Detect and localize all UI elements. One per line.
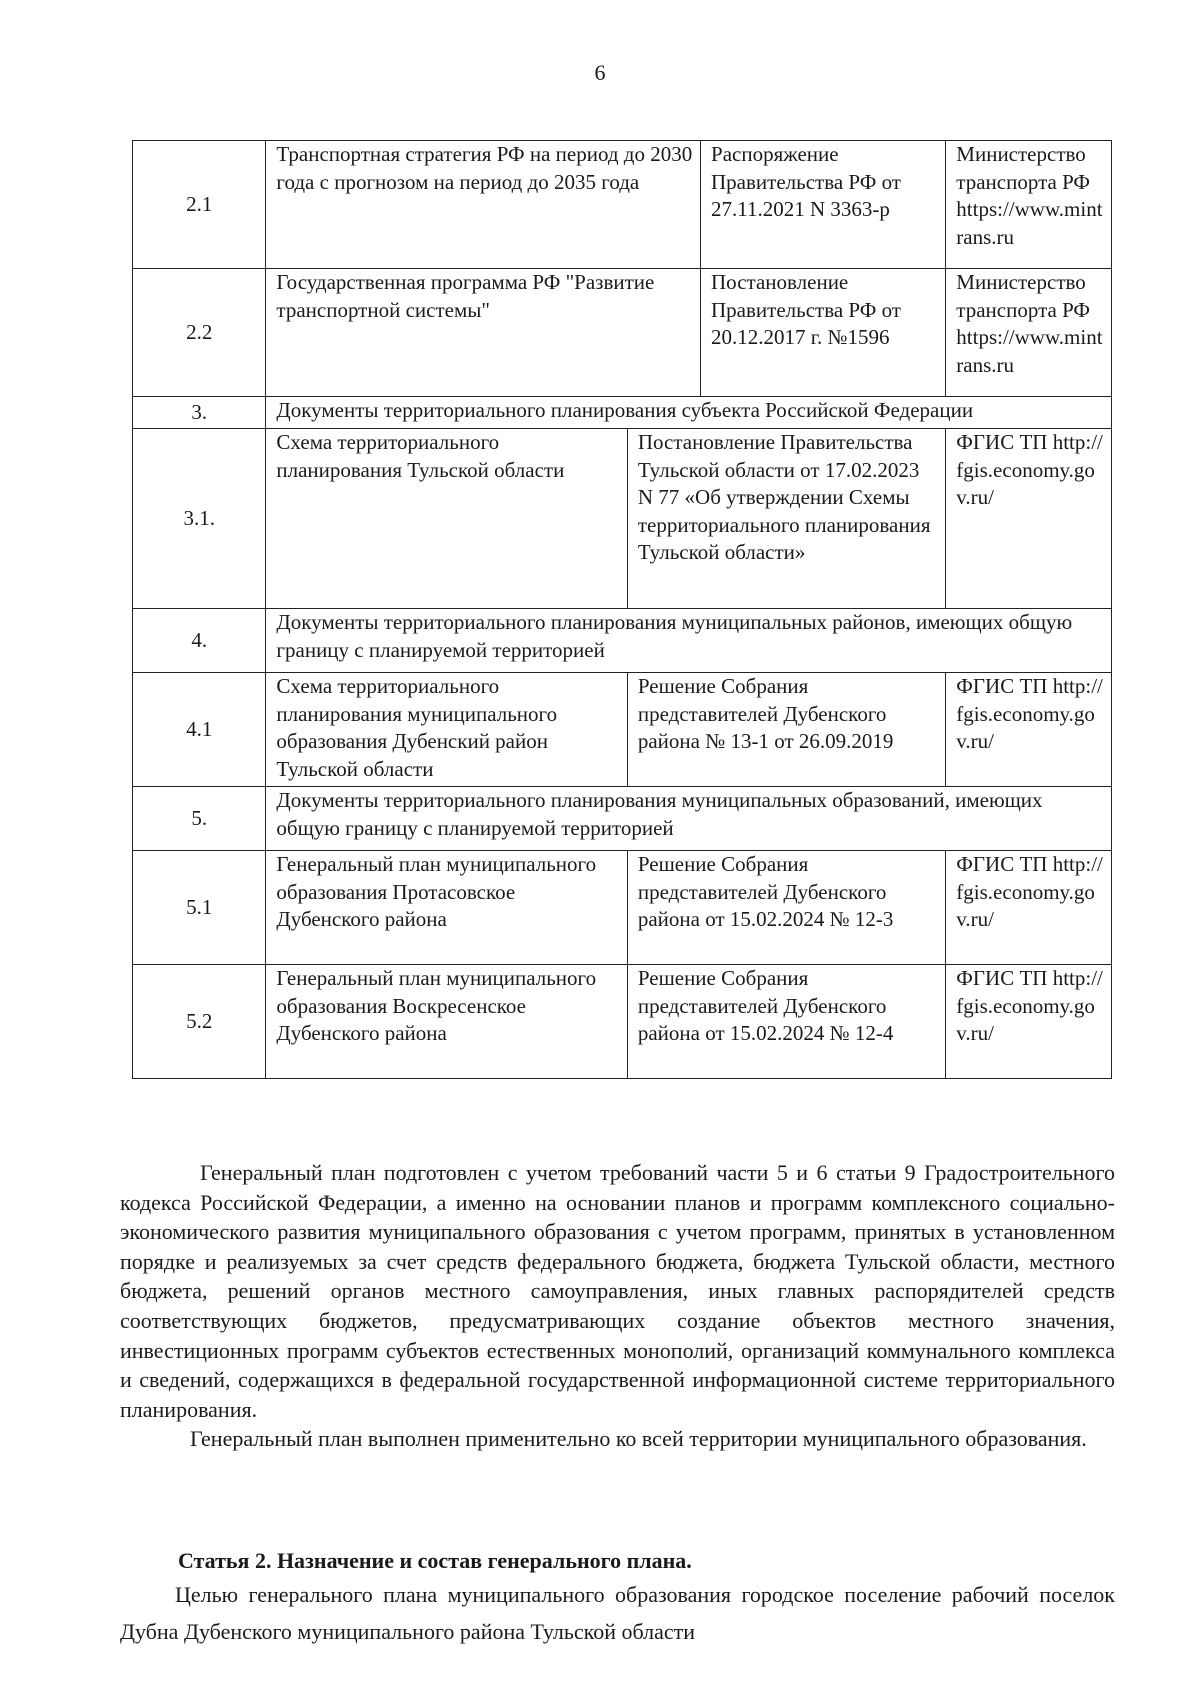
documents-table <box>132 140 1112 1079</box>
section-heading: Статья 2. Назначение и состав генерального плана. <box>178 1548 692 1573</box>
table-row <box>133 141 1112 269</box>
section-row <box>133 787 1112 851</box>
document-name: Схема территориального планирования муниципального образования Дубенский район Тульской области <box>266 673 627 787</box>
document-source: ФГИС ТП http:// fgis.economy.gov.ru/ <box>946 851 1112 965</box>
document-source: Министерство транспорта РФ https://www.mintrans.ru <box>946 269 1112 397</box>
document-source: ФГИС ТП http:// fgis.economy.gov.ru/ <box>946 673 1112 787</box>
table-row <box>133 269 1112 397</box>
section-title: Документы территориального планирования муниципальных районов, имеющих общую границу с планируемой территорией <box>266 609 1112 673</box>
table-row <box>133 673 1112 787</box>
row-number: 5.2 <box>133 965 266 1079</box>
row-number: 5.1 <box>133 851 266 965</box>
table-row <box>133 429 1112 609</box>
approval-act: Постановление Правительства РФ от 20.12.2017 г. №1596 <box>701 269 946 397</box>
document-name: Генеральный план муниципального образования Протасовское Дубенского района <box>266 851 627 965</box>
document-name: Транспортная стратегия РФ на период до 2030 года с прогнозом на период до 2035 года <box>266 141 701 269</box>
approval-act: Решение Собрания представителей Дубенского района № 13-1 от 26.09.2019 <box>627 673 945 787</box>
approval-act: Решение Собрания представителей Дубенского района от 15.02.2024 № 12-3 <box>627 851 945 965</box>
table-row <box>133 965 1112 1079</box>
document-source: ФГИС ТП http:// fgis.economy.gov.ru/ <box>946 429 1112 609</box>
approval-act: Распоряжение Правительства РФ от 27.11.2021 N 3363-р <box>701 141 946 269</box>
paragraph: Целью генерального плана муниципального образования городское поселение рабочий поселок Дубна Дубенского муниципального района Тульской области <box>120 1582 1115 1644</box>
section-title: Документы территориального планирования муниципальных образований, имеющих общую границу с планируемой территорией <box>266 787 1112 851</box>
table-row <box>133 851 1112 965</box>
paragraph: Генеральный план выполнен применительно ко всей территории муниципального образования. <box>190 1426 1087 1452</box>
row-number: 4. <box>133 609 266 673</box>
row-number: 2.1 <box>133 141 266 269</box>
document-name: Схема территориального планирования Тульской области <box>266 429 627 609</box>
section-title: Документы территориального планирования субъекта Российской Федерации <box>266 397 1112 429</box>
document-source: Министерство транспорта РФ https://www.mintrans.ru <box>946 141 1112 269</box>
row-number: 3. <box>133 397 266 429</box>
row-number: 2.2 <box>133 269 266 397</box>
page-number: 6 <box>594 60 606 85</box>
document-name: Государственная программа РФ "Развитие транспортной системы" <box>266 269 701 397</box>
body-text-continued <box>120 1576 1115 1650</box>
section-row <box>133 609 1112 673</box>
document-source: ФГИС ТП http:// fgis.economy.gov.ru/ <box>946 965 1112 1079</box>
body-text <box>120 1158 1115 1454</box>
approval-act: Постановление Правительства Тульской области от 17.02.2023 N 77 «Об утверждении Схемы территориального планирования Тульской области» <box>627 429 945 609</box>
document-name: Генеральный план муниципального образования Воскресенское Дубенского района <box>266 965 627 1079</box>
row-number: 3.1. <box>133 429 266 609</box>
row-number: 4.1 <box>133 673 266 787</box>
section-row <box>133 397 1112 429</box>
paragraph: Генеральный план подготовлен с учетом требований части 5 и 6 статьи 9 Градостроительного кодекса Российской Федерации, а именно на основании планов и программ комплексного социально-экономического развития муниципального образования с учетом программ, принятых в установленном порядке и реализуемых за счет средств федерального бюджета, бюджета Тульской области, местного бюджета, решений органов местного самоуправления, иных главных распорядителей средств соответствующих бюджетов, предусматривающих создание объектов местного значения, инвестиционных программ субъектов естественных монополий, организаций коммунального комплекса и сведений, содержащихся в федеральной государственной информационной системе территориального планирования. <box>120 1160 1115 1422</box>
approval-act: Решение Собрания представителей Дубенского района от 15.02.2024 № 12-4 <box>627 965 945 1079</box>
row-number: 5. <box>133 787 266 851</box>
